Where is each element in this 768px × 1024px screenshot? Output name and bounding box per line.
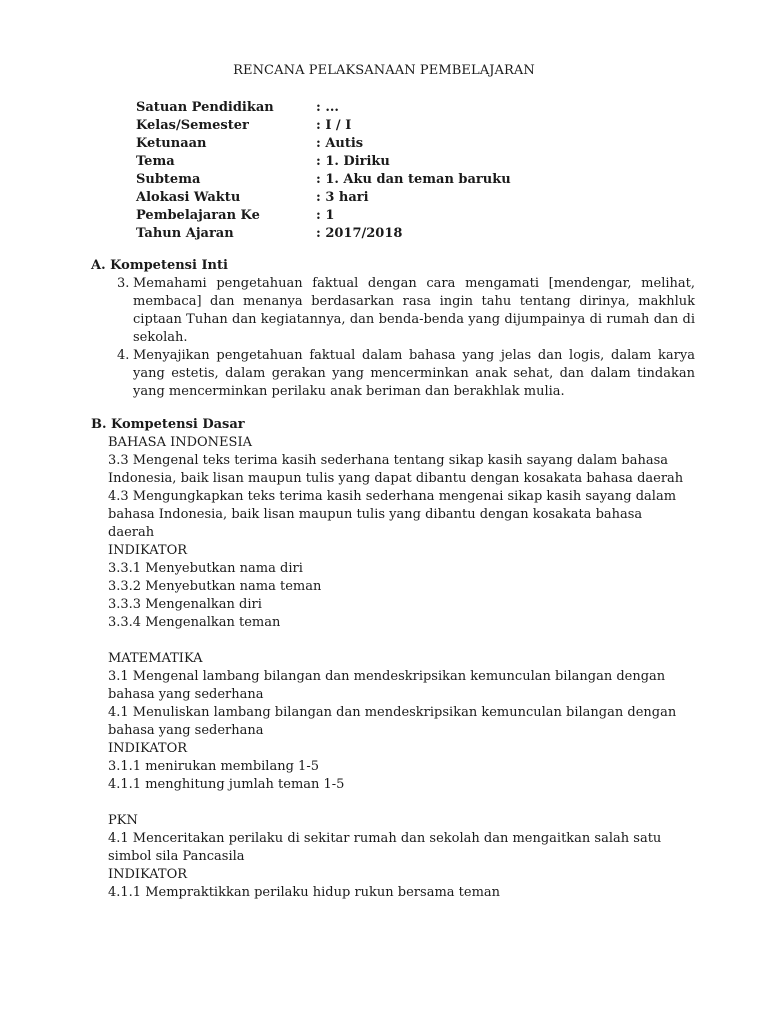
identity-label: Satuan Pendidikan [136,100,274,115]
identity-row [136,117,511,135]
text-line: daerah [108,525,155,540]
section-heading-kompetensi-dasar: B. Kompetensi Dasar [91,417,245,432]
list-item-text: Menyajikan pengetahuan faktual dalam bahasa yang jelas dan logis, dalam karya yang estetis, dalam gerakan yang mencerminkan anak sehat, dan dalam tindakan yang mencerminkan perilaku anak beriman dan berakhlak mulia. [133,348,695,399]
identity-label: Subtema [136,172,201,187]
identity-label: Alokasi Waktu [136,190,241,205]
text-line: 4.1 Menceritakan perilaku di sekitar rumah dan sekolah dan mengaitkan salah satu [108,831,662,846]
identity-row [136,225,511,243]
identity-label: Tahun Ajaran [136,226,234,241]
identity-row [136,153,511,171]
page-title: RENCANA PELAKSANAAN PEMBELAJARAN [233,63,535,78]
indicator-line: 3.3.2 Menyebutkan nama teman [108,579,322,594]
identity-value: : 3 hari [316,190,369,205]
identity-table [136,99,511,243]
subject-heading: BAHASA INDONESIA [108,435,252,450]
text-line: 3.1 Mengenal lambang bilangan dan mendeskripsikan kemunculan bilangan dengan [108,669,666,684]
text-line: simbol sila Pancasila [108,849,245,864]
indicator-line: 3.3.4 Mengenalkan teman [108,615,281,630]
list-item-number: 4. [117,348,130,363]
identity-value: : 2017/2018 [316,226,403,241]
text-line: 4.1 Menuliskan lambang bilangan dan mendeskripsikan kemunculan bilangan dengan [108,705,677,720]
indicator-line: 3.1.1 menirukan membilang 1-5 [108,759,319,774]
text-line: bahasa yang sederhana [108,723,264,738]
kompetensi-inti-list [117,275,695,401]
identity-value: : ... [316,100,339,115]
text-line: Indonesia, baik lisan maupun tulis yang dapat dibantu dengan kosakata bahasa daerah [108,471,684,486]
identity-label: Kelas/Semester [136,118,249,133]
identity-value: : Autis [316,136,364,151]
list-item [117,275,695,347]
list-item-number: 3. [117,276,130,291]
spacer [108,794,698,812]
list-item [117,347,695,401]
identity-value: : 1. Diriku [316,154,390,169]
identity-row [136,99,511,117]
text-line: 4.3 Mengungkapkan teks terima kasih sederhana mengenai sikap kasih sayang dalam [108,489,677,504]
indicator-line: 3.3.1 Menyebutkan nama diri [108,561,303,576]
identity-row [136,135,511,153]
indicator-heading: INDIKATOR [108,867,188,882]
identity-label: Tema [136,154,175,169]
indicator-heading: INDIKATOR [108,741,188,756]
spacer [108,632,698,650]
identity-value: : 1. Aku dan teman baruku [316,172,511,187]
indicator-line: 4.1.1 menghitung jumlah teman 1-5 [108,777,345,792]
kompetensi-dasar-body [108,434,698,902]
list-item-text: Memahami pengetahuan faktual dengan cara mengamati [mendengar, melihat, membaca] dan menanya berdasarkan rasa ingin tahu tentang dirinya, makhluk ciptaan Tuhan dan kegiatannya, dan benda-benda yang dijumpainya di rumah dan di sekolah. [133,276,695,345]
identity-label: Ketunaan [136,136,207,151]
subject-heading: MATEMATIKA [108,651,203,666]
text-line: bahasa yang sederhana [108,687,264,702]
identity-row [136,189,511,207]
identity-value: : I / I [316,118,352,133]
identity-row [136,171,511,189]
section-heading-kompetensi-inti: A. Kompetensi Inti [91,258,228,273]
indicator-line: 4.1.1 Mempraktikkan perilaku hidup rukun bersama teman [108,885,501,900]
indicator-heading: INDIKATOR [108,543,188,558]
identity-value: : 1 [316,208,335,223]
text-line: 3.3 Mengenal teks terima kasih sederhana tentang sikap kasih sayang dalam bahasa [108,453,669,468]
text-line: bahasa Indonesia, baik lisan maupun tulis yang dibantu dengan kosakata bahasa [108,507,643,522]
identity-label: Pembelajaran Ke [136,208,260,223]
indicator-line: 3.3.3 Mengenalkan diri [108,597,262,612]
subject-heading: PKN [108,813,138,828]
identity-row [136,207,511,225]
